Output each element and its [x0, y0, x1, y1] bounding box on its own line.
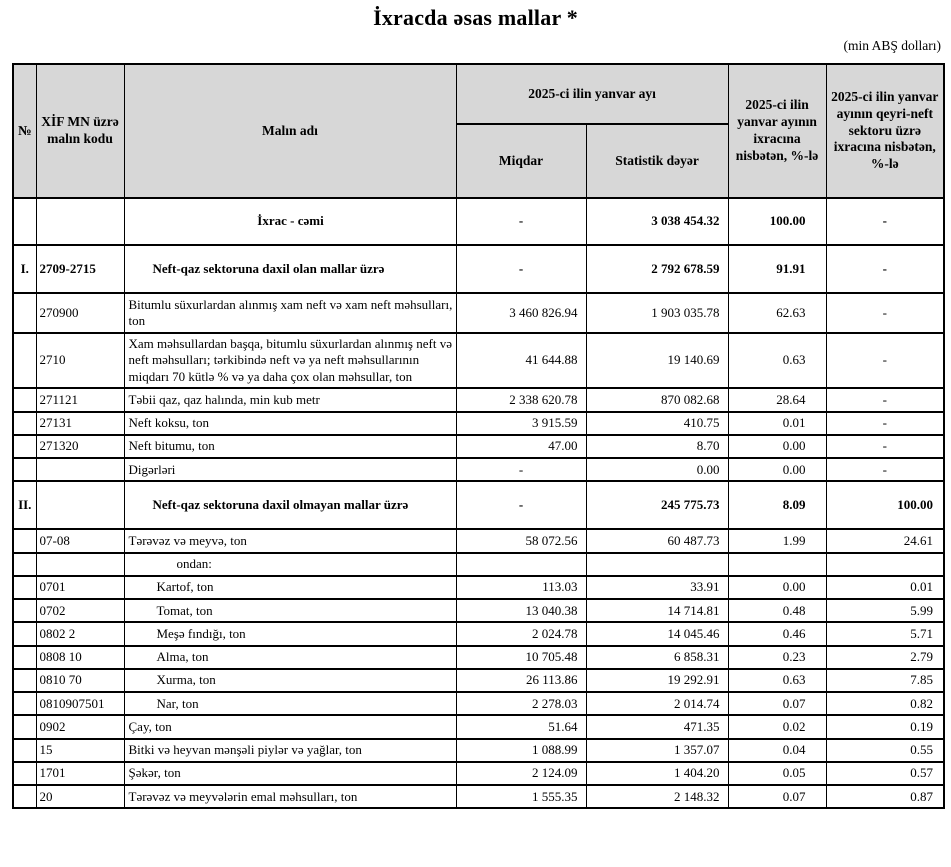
table-row	[13, 715, 944, 738]
cell-nonoil: -	[826, 245, 944, 293]
table-row	[13, 785, 944, 808]
cell-no	[13, 599, 36, 622]
cell-no	[13, 646, 36, 669]
cell-nonoil: -	[826, 198, 944, 245]
exports-table	[12, 63, 945, 809]
cell-name: Şəkər, ton	[124, 762, 456, 785]
table-row	[13, 435, 944, 458]
cell-share: 0.04	[728, 739, 826, 762]
cell-value: 14 045.46	[586, 622, 728, 645]
cell-no	[13, 388, 36, 411]
table-row	[13, 529, 944, 552]
cell-nonoil: -	[826, 293, 944, 333]
cell-code	[36, 198, 124, 245]
cell-code: 270900	[36, 293, 124, 333]
cell-code: 0702	[36, 599, 124, 622]
header-code: XİF MN üzrə malın kodu	[36, 64, 124, 198]
table-row	[13, 293, 944, 333]
cell-name: Neft koksu, ton	[124, 412, 456, 435]
cell-nonoil: -	[826, 333, 944, 389]
cell-value: 471.35	[586, 715, 728, 738]
cell-name: Neft-qaz sektoruna daxil olan mallar üzrə	[124, 245, 456, 293]
cell-code: 0810907501	[36, 692, 124, 715]
table-row	[13, 245, 944, 293]
cell-nonoil	[826, 553, 944, 576]
header-qty: Miqdar	[456, 124, 586, 198]
cell-code	[36, 458, 124, 481]
cell-code: 2710	[36, 333, 124, 389]
cell-qty: 1 088.99	[456, 739, 586, 762]
cell-qty: 47.00	[456, 435, 586, 458]
cell-value	[586, 553, 728, 576]
header-row-1	[13, 64, 944, 124]
table-row	[13, 599, 944, 622]
cell-value: 1 404.20	[586, 762, 728, 785]
cell-value: 1 903 035.78	[586, 293, 728, 333]
cell-nonoil: 100.00	[826, 481, 944, 529]
cell-name: Neft bitumu, ton	[124, 435, 456, 458]
cell-share	[728, 553, 826, 576]
cell-share: 1.99	[728, 529, 826, 552]
cell-value: 33.91	[586, 576, 728, 599]
cell-qty: 41 644.88	[456, 333, 586, 389]
cell-nonoil: 2.79	[826, 646, 944, 669]
cell-code: 27131	[36, 412, 124, 435]
cell-nonoil: 5.71	[826, 622, 944, 645]
cell-nonoil: 0.82	[826, 692, 944, 715]
header-stat-value: Statistik dəyər	[586, 124, 728, 198]
table-row	[13, 622, 944, 645]
table-row	[13, 553, 944, 576]
cell-qty: 3 915.59	[456, 412, 586, 435]
cell-no	[13, 412, 36, 435]
cell-code: 0810 70	[36, 669, 124, 692]
cell-no	[13, 785, 36, 808]
cell-share: 28.64	[728, 388, 826, 411]
cell-name: Alma, ton	[124, 646, 456, 669]
cell-share: 91.91	[728, 245, 826, 293]
header-share-nonoil: 2025-ci ilin yanvar ayının qeyri-neft sektoru üzrə ixracına nisbətən, %-lə	[826, 64, 944, 198]
cell-share: 0.48	[728, 599, 826, 622]
header-share-export: 2025-ci ilin yanvar ayının ixracına nisbətən, %-lə	[728, 64, 826, 198]
cell-code: 0701	[36, 576, 124, 599]
table-row	[13, 692, 944, 715]
cell-share: 0.63	[728, 333, 826, 389]
cell-value: 2 014.74	[586, 692, 728, 715]
cell-value: 3 038 454.32	[586, 198, 728, 245]
cell-qty: 113.03	[456, 576, 586, 599]
cell-qty: 3 460 826.94	[456, 293, 586, 333]
cell-name: Çay, ton	[124, 715, 456, 738]
cell-name: Bitumlu süxurlardan alınmış xam neft və xam neft məhsulları, ton	[124, 293, 456, 333]
cell-share: 0.63	[728, 669, 826, 692]
cell-qty: 10 705.48	[456, 646, 586, 669]
cell-share: 8.09	[728, 481, 826, 529]
cell-no	[13, 715, 36, 738]
page-title: İxracda əsas mallar *	[373, 5, 578, 30]
header-no: №	[13, 64, 36, 198]
cell-nonoil: 0.19	[826, 715, 944, 738]
cell-name: Xam məhsullardan başqa, bitumlu süxurlardan alınmış neft və neft məhsulları; tərkibində neft və ya neft məhsullarının miqdarı 70 kütlə % və ya daha çox olan məhsullar, ton	[124, 333, 456, 389]
cell-code: 271320	[36, 435, 124, 458]
cell-no: I.	[13, 245, 36, 293]
cell-nonoil: 5.99	[826, 599, 944, 622]
cell-name: Bitki və heyvan mənşəli piylər və yağlar, ton	[124, 739, 456, 762]
cell-no	[13, 762, 36, 785]
cell-nonoil: 0.01	[826, 576, 944, 599]
cell-no	[13, 198, 36, 245]
cell-nonoil: 7.85	[826, 669, 944, 692]
table-header	[13, 64, 944, 198]
cell-qty: 13 040.38	[456, 599, 586, 622]
table-row	[13, 762, 944, 785]
header-period-group: 2025-ci ilin yanvar ayı	[456, 64, 728, 124]
cell-qty: 2 124.09	[456, 762, 586, 785]
cell-share: 0.00	[728, 435, 826, 458]
cell-value: 60 487.73	[586, 529, 728, 552]
cell-value: 870 082.68	[586, 388, 728, 411]
cell-share: 100.00	[728, 198, 826, 245]
cell-no	[13, 669, 36, 692]
cell-qty: -	[456, 481, 586, 529]
cell-no	[13, 293, 36, 333]
cell-name: Neft-qaz sektoruna daxil olmayan mallar üzrə	[124, 481, 456, 529]
table-row	[13, 739, 944, 762]
cell-code: 07-08	[36, 529, 124, 552]
cell-code: 0808 10	[36, 646, 124, 669]
table-row	[13, 576, 944, 599]
cell-value: 245 775.73	[586, 481, 728, 529]
cell-value: 19 292.91	[586, 669, 728, 692]
cell-qty: 2 278.03	[456, 692, 586, 715]
unit-note: (min ABŞ dolları)	[843, 38, 941, 53]
cell-code: 271121	[36, 388, 124, 411]
cell-no	[13, 333, 36, 389]
cell-share: 0.05	[728, 762, 826, 785]
cell-name: Kartof, ton	[124, 576, 456, 599]
cell-nonoil: 24.61	[826, 529, 944, 552]
cell-no	[13, 576, 36, 599]
cell-qty	[456, 553, 586, 576]
cell-share: 0.07	[728, 785, 826, 808]
cell-value: 0.00	[586, 458, 728, 481]
cell-qty: 2 024.78	[456, 622, 586, 645]
cell-qty: 1 555.35	[456, 785, 586, 808]
cell-qty: -	[456, 198, 586, 245]
cell-value: 1 357.07	[586, 739, 728, 762]
cell-nonoil: -	[826, 458, 944, 481]
cell-nonoil: 0.87	[826, 785, 944, 808]
cell-nonoil: -	[826, 412, 944, 435]
cell-name: Tomat, ton	[124, 599, 456, 622]
cell-share: 0.23	[728, 646, 826, 669]
cell-code	[36, 481, 124, 529]
cell-share: 0.07	[728, 692, 826, 715]
cell-value: 19 140.69	[586, 333, 728, 389]
cell-no	[13, 435, 36, 458]
cell-nonoil: 0.55	[826, 739, 944, 762]
cell-code: 2709-2715	[36, 245, 124, 293]
cell-no	[13, 529, 36, 552]
cell-nonoil: -	[826, 388, 944, 411]
cell-share: 0.00	[728, 576, 826, 599]
cell-code: 1701	[36, 762, 124, 785]
cell-nonoil: -	[826, 435, 944, 458]
cell-qty: -	[456, 458, 586, 481]
cell-name: Meşə fındığı, ton	[124, 622, 456, 645]
cell-value: 2 792 678.59	[586, 245, 728, 293]
cell-share: 0.00	[728, 458, 826, 481]
cell-name: Təbii qaz, qaz halında, min kub metr	[124, 388, 456, 411]
cell-no	[13, 458, 36, 481]
cell-code: 0902	[36, 715, 124, 738]
cell-share: 0.46	[728, 622, 826, 645]
cell-code: 0802 2	[36, 622, 124, 645]
table-row	[13, 646, 944, 669]
cell-name: Tərəvəz və meyvə, ton	[124, 529, 456, 552]
cell-value: 6 858.31	[586, 646, 728, 669]
cell-name: Tərəvəz və meyvələrin emal məhsulları, ton	[124, 785, 456, 808]
cell-qty: -	[456, 245, 586, 293]
table-row	[13, 412, 944, 435]
table-row	[13, 333, 944, 389]
cell-no	[13, 692, 36, 715]
cell-qty: 51.64	[456, 715, 586, 738]
cell-value: 410.75	[586, 412, 728, 435]
table-row	[13, 198, 944, 245]
table-row	[13, 458, 944, 481]
cell-qty: 58 072.56	[456, 529, 586, 552]
cell-name: Xurma, ton	[124, 669, 456, 692]
cell-value: 2 148.32	[586, 785, 728, 808]
cell-no	[13, 622, 36, 645]
table-row	[13, 481, 944, 529]
cell-code	[36, 553, 124, 576]
cell-qty: 26 113.86	[456, 669, 586, 692]
cell-share: 0.02	[728, 715, 826, 738]
cell-share: 0.01	[728, 412, 826, 435]
cell-no	[13, 739, 36, 762]
table-row	[13, 669, 944, 692]
cell-name: İxrac - cəmi	[124, 198, 456, 245]
table-row	[13, 388, 944, 411]
cell-qty: 2 338 620.78	[456, 388, 586, 411]
cell-no: II.	[13, 481, 36, 529]
cell-code: 15	[36, 739, 124, 762]
cell-name: ondan:	[124, 553, 456, 576]
cell-no	[13, 553, 36, 576]
cell-code: 20	[36, 785, 124, 808]
cell-share: 62.63	[728, 293, 826, 333]
cell-nonoil: 0.57	[826, 762, 944, 785]
table-body	[13, 198, 944, 808]
cell-value: 8.70	[586, 435, 728, 458]
cell-name: Nar, ton	[124, 692, 456, 715]
cell-name: Digərləri	[124, 458, 456, 481]
header-name: Malın adı	[124, 64, 456, 198]
cell-value: 14 714.81	[586, 599, 728, 622]
